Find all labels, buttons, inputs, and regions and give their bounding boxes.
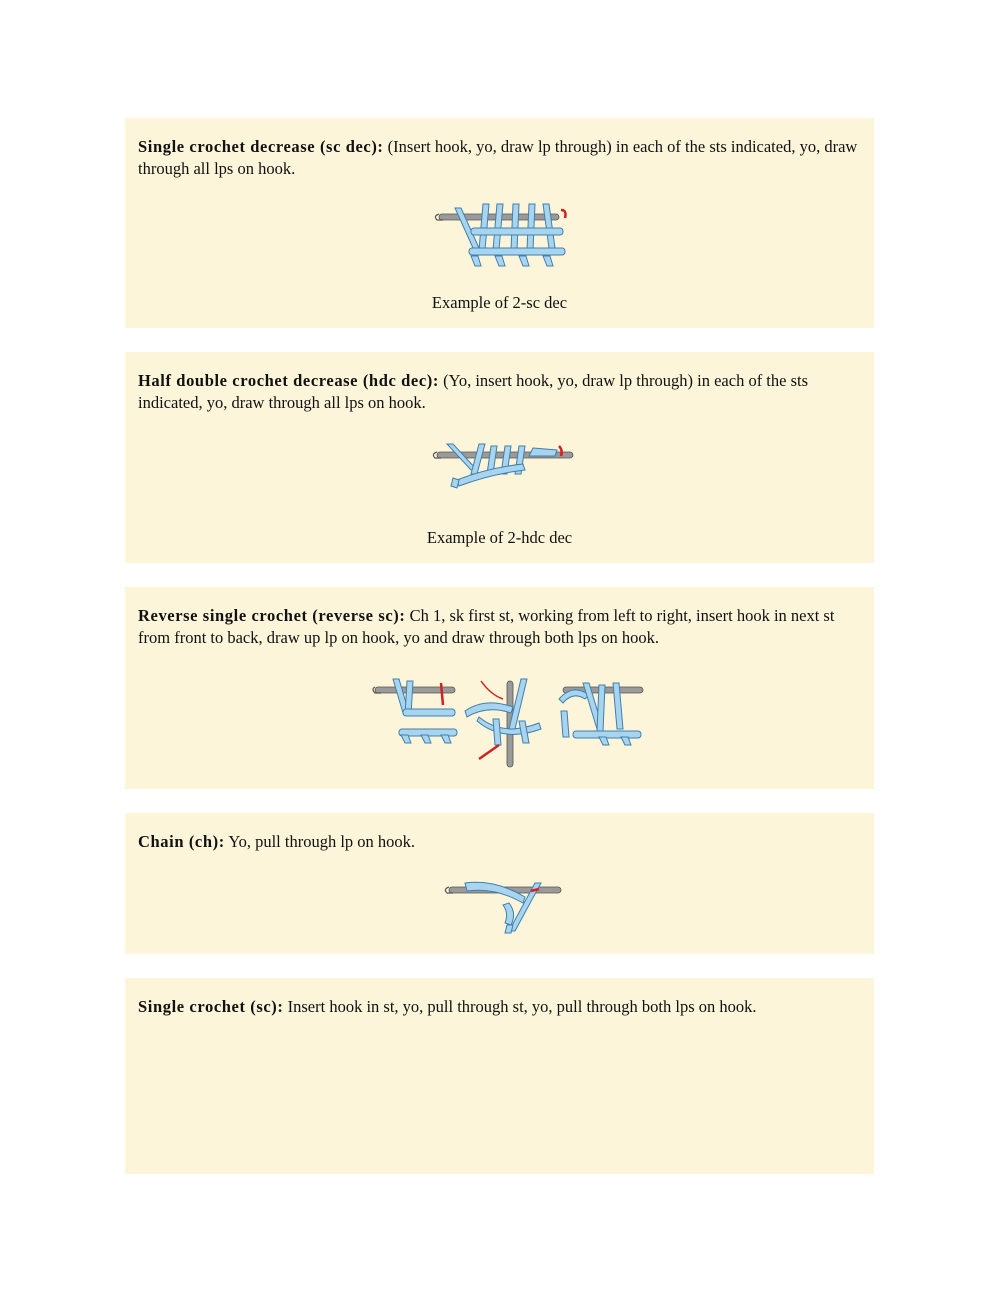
stitch-card-sc-dec	[125, 118, 874, 328]
stitch-card-reverse-sc	[125, 587, 874, 789]
stitch-instructions: Insert hook in st, yo, pull through st, yo, pull through both lps on hook.	[283, 997, 757, 1016]
stitch-description	[138, 605, 874, 649]
chain-illustration	[445, 879, 565, 935]
stitch-instructions: Yo, pull through lp on hook.	[224, 832, 416, 851]
stitch-instructions: (Insert hook, yo, draw lp through) in each of the sts indicated, yo, draw through all lps on hook.	[138, 137, 858, 178]
stitch-instructions: Ch 1, sk first st, working from left to right, insert hook in next st from front to back, draw up lp on hook, yo and draw through both lps on hook.	[138, 606, 835, 647]
reverse-sc-illustration	[373, 675, 645, 767]
stitch-card-hdc-dec	[125, 352, 874, 563]
hdc-dec-illustration	[433, 440, 578, 492]
figure-caption: Example of 2-hdc dec	[426, 528, 573, 547]
stitch-card-single-crochet	[125, 978, 874, 1174]
stitch-description	[138, 831, 874, 853]
stitch-term: Single crochet decrease (sc dec):	[138, 137, 384, 156]
sc-dec-illustration	[435, 200, 580, 266]
stitch-description	[138, 370, 874, 414]
stitch-term: Single crochet (sc):	[138, 997, 284, 1016]
stitch-description	[138, 996, 874, 1018]
stitch-description	[138, 136, 874, 180]
stitch-term: Reverse single crochet (reverse sc):	[138, 606, 406, 625]
stitch-term: Chain (ch):	[138, 832, 225, 851]
stitch-card-chain	[125, 813, 874, 954]
figure-caption: Example of 2-sc dec	[431, 293, 568, 312]
stitch-term: Half double crochet decrease (hdc dec):	[138, 371, 439, 390]
stitch-instructions: (Yo, insert hook, yo, draw lp through) in each of the sts indicated, yo, draw through all lps on hook.	[138, 371, 809, 412]
